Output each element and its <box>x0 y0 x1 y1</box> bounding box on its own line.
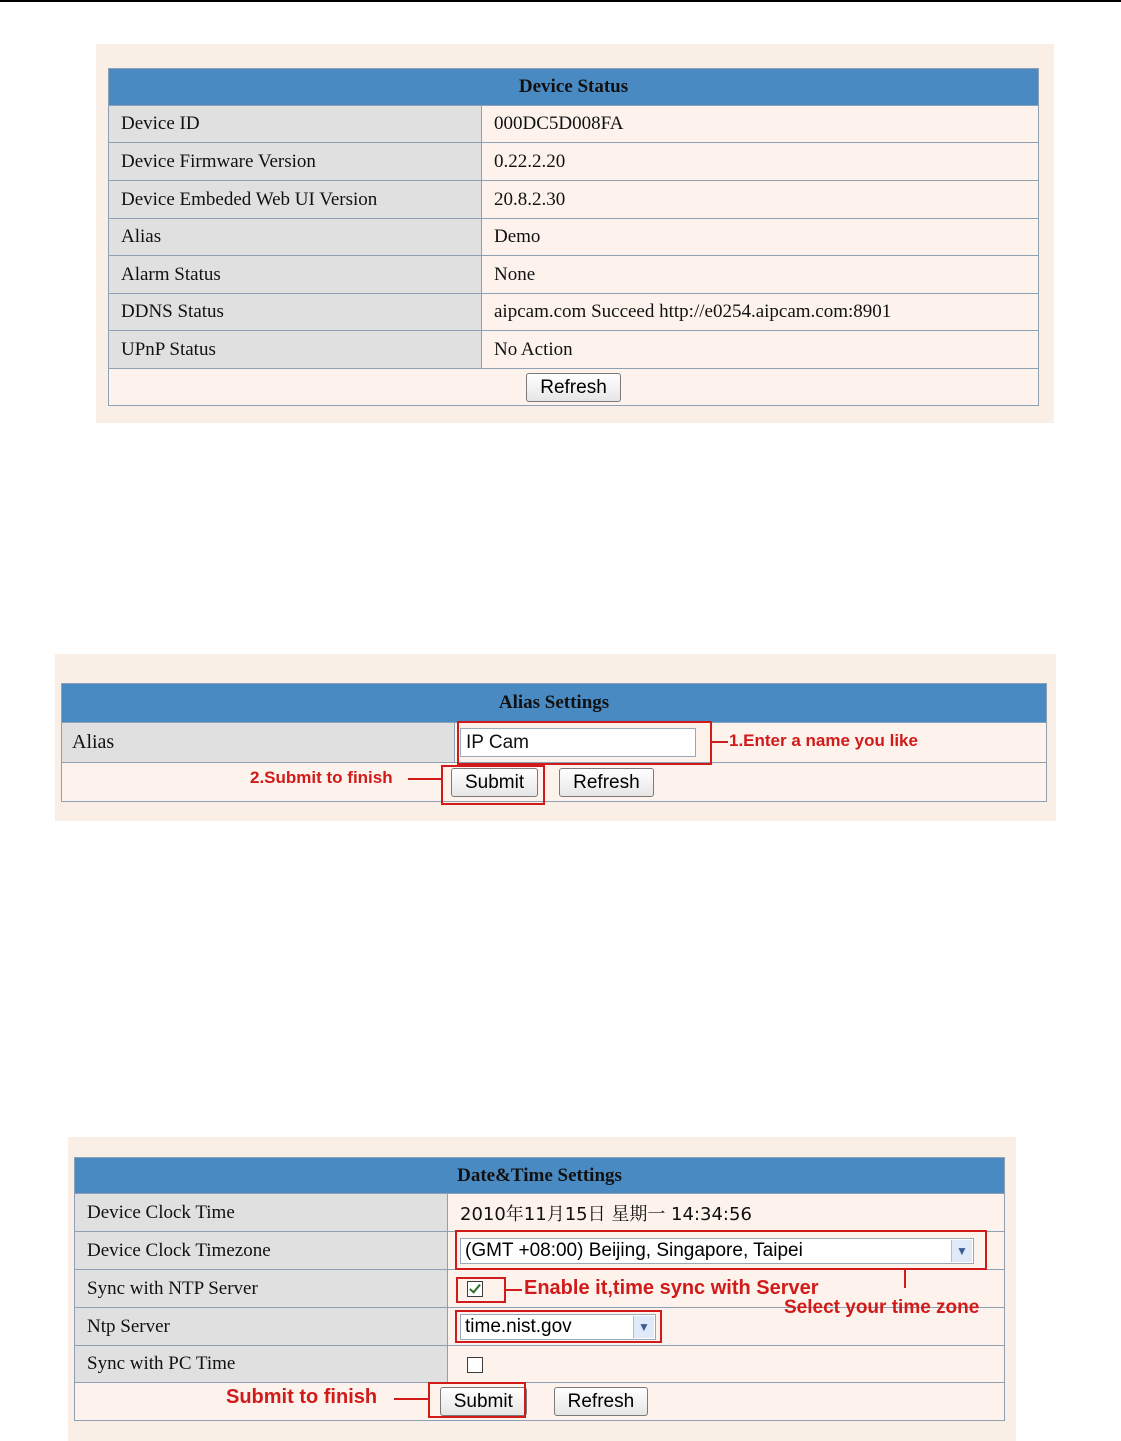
datetime-submit-note: Submit to finish <box>226 1386 378 1408</box>
chevron-down-icon[interactable]: ▼ <box>951 1240 972 1262</box>
table-row <box>109 331 1039 369</box>
device-status-refresh-button[interactable]: Refresh <box>526 373 621 402</box>
alias-submit-button[interactable]: Submit <box>451 768 538 797</box>
device-status-title: Device Status <box>109 69 1039 106</box>
clock-time-label: Device Clock Time <box>75 1194 448 1232</box>
upnp-status-value: No Action <box>482 331 1039 369</box>
web-ui-version-value: 20.8.2.30 <box>482 181 1039 219</box>
alias-submit-note: 2.Submit to finish <box>250 768 393 787</box>
ntp-server-selected-value: time.nist.gov <box>465 1315 572 1337</box>
firmware-version-label: Device Firmware Version <box>109 143 482 181</box>
ddns-status-value: aipcam.com Succeed http://e0254.aipcam.com:8901 <box>482 294 1039 331</box>
table-row <box>109 294 1039 331</box>
alias-enter-note: 1.Enter a name you like <box>729 731 918 750</box>
datetime-submit-highlight <box>428 1382 526 1418</box>
alias-actions <box>62 763 1047 802</box>
alias-value: Demo <box>482 219 1039 256</box>
alias-note-connector <box>712 741 728 743</box>
device-id-label: Device ID <box>109 106 482 143</box>
table-row <box>109 106 1039 143</box>
table-row <box>109 219 1039 256</box>
upnp-status-label: UPnP Status <box>109 331 482 369</box>
alias-refresh-button[interactable]: Refresh <box>559 768 654 797</box>
table-row <box>109 181 1039 219</box>
timezone-selected-value: (GMT +08:00) Beijing, Singapore, Taipei <box>465 1239 803 1261</box>
alias-submit-highlight <box>441 765 545 805</box>
timezone-label: Device Clock Timezone <box>75 1232 448 1270</box>
device-status-actions <box>109 369 1039 406</box>
datetime-settings-title: Date&Time Settings <box>75 1158 1005 1194</box>
datetime-actions <box>75 1383 1005 1421</box>
timezone-note-connector <box>904 1270 906 1288</box>
pc-sync-checkbox[interactable] <box>467 1357 483 1373</box>
timezone-highlight <box>455 1230 987 1270</box>
alias-input-highlight <box>457 721 712 765</box>
table-row <box>109 256 1039 294</box>
datetime-submit-button[interactable]: Submit <box>440 1387 527 1416</box>
clock-time-value: 2010年11月15日 星期一 14:34:56 <box>448 1194 1005 1232</box>
chevron-down-icon[interactable]: ▼ <box>633 1316 654 1338</box>
ddns-status-label: DDNS Status <box>109 294 482 331</box>
datetime-submit-connector <box>394 1398 428 1400</box>
alias-settings-title: Alias Settings <box>62 684 1047 723</box>
firmware-version-value: 0.22.2.20 <box>482 143 1039 181</box>
device-status-table <box>108 68 1039 406</box>
ntp-sync-label: Sync with NTP Server <box>75 1270 448 1308</box>
ntp-sync-note: Enable it,time sync with Server <box>524 1277 819 1299</box>
timezone-note: Select your time zone <box>784 1297 980 1318</box>
alarm-status-value: None <box>482 256 1039 294</box>
ntp-sync-highlight <box>456 1277 506 1303</box>
alarm-status-label: Alarm Status <box>109 256 482 294</box>
ntp-server-label: Ntp Server <box>75 1308 448 1346</box>
ntp-server-highlight <box>455 1310 662 1343</box>
datetime-refresh-button[interactable]: Refresh <box>554 1387 649 1416</box>
ntp-sync-note-connector <box>506 1289 522 1291</box>
alias-submit-connector <box>408 778 441 780</box>
table-row <box>109 143 1039 181</box>
device-id-value: 000DC5D008FA <box>482 106 1039 143</box>
web-ui-version-label: Device Embeded Web UI Version <box>109 181 482 219</box>
alias-input[interactable]: IP Cam <box>460 728 696 757</box>
pc-sync-label: Sync with PC Time <box>75 1346 448 1383</box>
alias-label: Alias <box>109 219 482 256</box>
page-top-rule <box>0 0 1121 2</box>
alias-field-label: Alias <box>62 723 455 763</box>
